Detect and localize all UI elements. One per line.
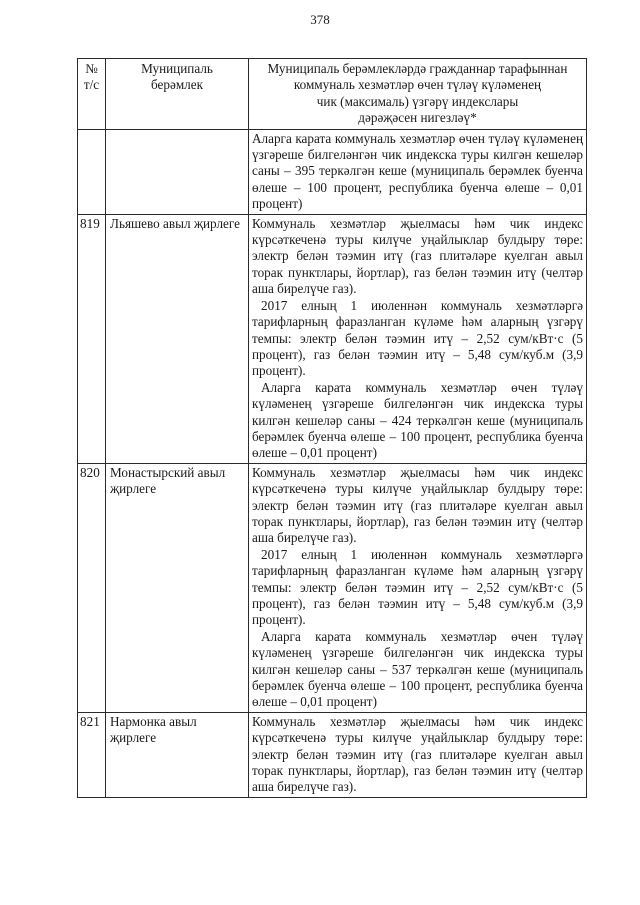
description-paragraph: Коммуналь хезмәтләр җыелмасы һәм чик индекс күрсәткеченә туры килүче уңайлыклар булдыру төре: электр белән тәэмин итү (газ плитәләре куелган авыл торак пунктлары, йортлар), газ белән тәэмин итү (челтәр аша бирелүче газ). [252, 215, 583, 297]
row-number: 820 [78, 463, 106, 712]
description-paragraph: 2017 елның 1 июленнән коммуналь хезмәтләргә тарифларның фаразланган күләме һәм аларның үзгәрү темпы: электр белән тәэмин итү – 2,52 сум/кВт·с (5 процент), газ белән тәэмин итү – 5,48 сум/куб.м (3,9 процент). [252, 297, 583, 379]
row-municipality: Монастырский авыл җирлеге [106, 463, 249, 712]
description-paragraph: Аларга карата коммуналь хезмәтләр өчен түләү күләменең үзгәреше билгеләнгән чик индекска туры килгән кешеләр саны – 395 теркәлгән кеше (муниципаль берәмлек буенча өлеше – 100 процент, республика буенча өлеше – 0,01 процент) [252, 130, 583, 212]
row-description [249, 214, 587, 463]
row-number [78, 129, 106, 214]
description-paragraph: 2017 елның 1 июленнән коммуналь хезмәтләргә тарифларның фаразланган күләме һәм аларның үзгәрү темпы: электр белән тәэмин итү – 2,52 сум/кВт·с (5 процент), газ белән тәэмин итү – 5,48 сум/куб.м (3,9 процент). [252, 546, 583, 628]
header-municipality [106, 59, 249, 130]
description-paragraph: Аларга карата коммуналь хезмәтләр өчен түләү күләменең үзгәреше билгеләнгән чик индекска туры килгән кешеләр саны – 537 теркәлгән кеше (муниципаль берәмлек буенча өлеше – 100 процент, республика буенча өлеше – 0,01 процент) [252, 628, 583, 710]
tariff-index-table [77, 58, 587, 798]
header-description-line: Муниципаль берәмлекләрдә гражданнар тарафыннан [267, 61, 568, 76]
table-row [78, 129, 587, 214]
table-row [78, 712, 587, 797]
header-number-line: № [85, 61, 98, 76]
header-description [249, 59, 587, 130]
header-municipality-line: берәмлек [150, 77, 204, 93]
row-description [249, 463, 587, 712]
header-description-line: чик (максималь) үзгәрү индекслары [316, 93, 519, 109]
header-description-line: дәрәҗәсен нигезләү* [358, 110, 477, 126]
table-row [78, 214, 587, 463]
row-municipality: Нармонка авыл җирлеге [106, 712, 249, 797]
description-paragraph: Аларга карата коммуналь хезмәтләр өчен түләү күләменең үзгәреше билгеләнгән чик индекска туры килгән кешеләр саны – 424 теркәлгән кеше (муниципаль берәмлек буенча өлеше – 100 процент, республика буенча өлеше – 0,01 процент) [252, 379, 583, 461]
row-municipality: Льяшево авыл җирлеге [106, 214, 249, 463]
header-municipality-line: Муниципаль [141, 61, 213, 76]
table-row [78, 463, 587, 712]
header-description-line: коммуналь хезмәтләр өчен түләү күләменең [293, 77, 542, 93]
description-paragraph: Коммуналь хезмәтләр җыелмасы һәм чик индекс күрсәткеченә туры килүче уңайлыклар булдыру төре: электр белән тәэмин итү (газ плитәләре куелган авыл торак пунктлары, йортлар), газ белән тәэмин итү (челтәр аша бирелүче газ). [252, 713, 583, 795]
header-number [78, 59, 106, 130]
row-description [249, 712, 587, 797]
row-description [249, 129, 587, 214]
row-number: 821 [78, 712, 106, 797]
row-number: 819 [78, 214, 106, 463]
row-municipality [106, 129, 249, 214]
table-header-row [78, 59, 587, 130]
page-number: 378 [310, 12, 330, 27]
description-paragraph: Коммуналь хезмәтләр җыелмасы һәм чик индекс күрсәткеченә туры килүче уңайлыклар булдыру төре: электр белән тәэмин итү (газ плитәләре куелган авыл торак пунктлары, йортлар), газ белән тәэмин итү (челтәр аша бирелүче газ). [252, 464, 583, 546]
header-number-line: т/с [83, 77, 100, 93]
